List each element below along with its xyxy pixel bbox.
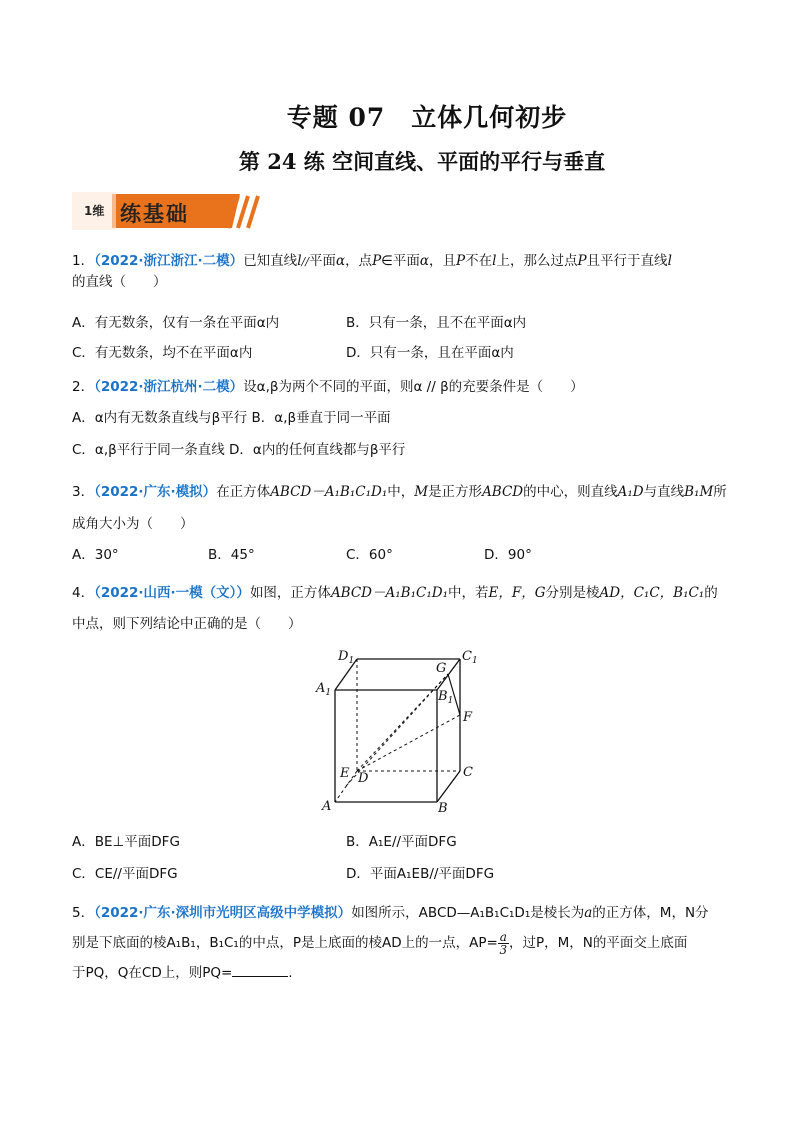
question-number: 5． xyxy=(72,905,95,921)
question-text: ，点 xyxy=(345,253,373,269)
question-text: 中点，则下列结论中正确的是（ ） xyxy=(72,616,302,632)
question-text: . xyxy=(288,965,293,981)
question-text: 中，若 xyxy=(447,585,489,601)
question-number: 4． xyxy=(72,585,95,601)
math-expression: a xyxy=(584,905,593,921)
label-G: G xyxy=(436,661,447,676)
question-5 xyxy=(72,898,732,988)
option-c[interactable]: C．60° xyxy=(346,547,393,563)
question-source: （2022·广东·模拟） xyxy=(94,484,217,500)
question-number: 1． xyxy=(72,253,95,269)
math-expression: ABCD－A₁B₁C₁D₁ xyxy=(330,585,448,601)
question-text: 分别是棱 xyxy=(545,585,600,601)
fraction-numerator: a xyxy=(499,929,507,944)
question-text: 如图所示，ABCD—A₁B₁C₁D₁是棱长为 xyxy=(351,905,585,921)
option-a[interactable]: A．有无数条，仅有一条在平面α内 xyxy=(72,315,280,331)
question-number: 2． xyxy=(72,379,95,395)
question-text: 如图，正方体 xyxy=(249,585,331,601)
question-text: 是正方形 xyxy=(428,484,483,500)
question-2 xyxy=(72,377,732,397)
option-c[interactable]: C．CE//平面DFG xyxy=(72,866,178,882)
option-c[interactable]: C．有无数条，均不在平面α内 xyxy=(72,345,253,361)
question-number: 3． xyxy=(72,484,95,500)
question-source: （2022·山西·一模（文）） xyxy=(94,585,250,601)
label-E: E xyxy=(340,766,350,781)
question-text: 的直线（ ） xyxy=(72,274,167,290)
question-text: 与直线 xyxy=(643,484,685,500)
label-D1: $D_1$ xyxy=(338,649,355,666)
question-text: 平面 xyxy=(392,253,420,269)
section-banner xyxy=(72,188,262,234)
page-title: 专题 07 立体几何初步 xyxy=(286,103,568,132)
question-4 xyxy=(72,578,732,640)
question-source: （2022·浙江杭州·二模） xyxy=(94,379,244,395)
option-d[interactable]: D．平面A₁EB//平面DFG xyxy=(346,866,495,882)
option-ab[interactable]: A．α内有无数条直线与β平行 B．α,β垂直于同一平面 xyxy=(72,410,391,426)
option-a[interactable]: A．BE⊥平面DFG xyxy=(72,834,180,850)
question-text: 别是下底面的棱A₁B₁，B₁C₁的中点，P是上底面的棱AD上的一点，AP= xyxy=(72,935,498,951)
question-text: ，且 xyxy=(429,253,457,269)
math-expression: B₁M xyxy=(684,484,714,500)
option-b[interactable]: B．A₁E//平面DFG xyxy=(346,834,457,850)
question-text: 所 xyxy=(713,484,727,500)
fraction xyxy=(498,931,509,956)
question-text: ，过P，M，N的平面交上底面 xyxy=(508,935,688,951)
question-source: （2022·浙江浙江·二模） xyxy=(94,253,244,269)
question-text: 平面 xyxy=(308,253,336,269)
option-b[interactable]: B．只有一条，且不在平面α内 xyxy=(346,315,527,331)
question-text: 已知直线 xyxy=(243,253,298,269)
option-cd[interactable]: C．α,β平行于同一条直线 D．α内的任何直线都与β平行 xyxy=(72,442,406,458)
question-3 xyxy=(72,476,732,540)
math-expression: ABCD xyxy=(482,484,524,500)
question-text: 在正方体 xyxy=(216,484,271,500)
question-text: 的中心，则直线 xyxy=(523,484,618,500)
math-expression: ABCD－A₁B₁C₁D₁ xyxy=(270,484,388,500)
math-expression: A₁D xyxy=(617,484,644,500)
math-expression: AD，C₁C，B₁C₁ xyxy=(599,585,705,601)
label-A1: $A_1$ xyxy=(316,681,332,698)
question-text: 成角大小为（ ） xyxy=(72,516,194,532)
question-1: 1．（2022·浙江浙江·二模）已知直线l//平面α，点P∈平面α，且P不在l上，那么过点P且平行于直线l 的直线（ ） xyxy=(72,253,672,290)
question-text: 中， xyxy=(387,484,415,500)
option-d[interactable]: D．只有一条，且在平面α内 xyxy=(346,345,514,361)
label-B1: $B_1$ xyxy=(438,689,454,706)
question-text: 设α,β为两个不同的平面，则α // β的充要条件是（ ） xyxy=(243,379,584,395)
label-B: B xyxy=(438,801,448,814)
question-text: 的正方体，M，N分 xyxy=(592,905,709,921)
banner-label: 练基础 xyxy=(120,202,189,226)
math-expression: M xyxy=(414,484,429,500)
label-C1: $C_1$ xyxy=(462,649,478,666)
fraction-denominator: 3 xyxy=(499,942,508,957)
question-source: （2022·广东·深圳市光明区高级中学模拟） xyxy=(94,905,352,921)
question-text: 上，那么过点 xyxy=(496,253,578,269)
label-F: F xyxy=(463,710,473,725)
question-text: 不在 xyxy=(465,253,493,269)
label-C: C xyxy=(463,765,473,780)
option-b[interactable]: B．45° xyxy=(208,547,255,563)
answer-blank[interactable] xyxy=(232,964,288,977)
page-subtitle: 第 24 练 空间直线、平面的平行与垂直 xyxy=(238,149,606,174)
option-a[interactable]: A．30° xyxy=(72,547,119,563)
question-text: 于PQ，Q在CD上，则PQ= xyxy=(72,965,233,981)
math-expression: E，F，G xyxy=(488,585,546,601)
banner-tag: 1维 xyxy=(84,204,105,218)
cube-figure xyxy=(310,644,490,814)
label-D: D xyxy=(358,771,369,786)
option-d[interactable]: D．90° xyxy=(484,547,532,563)
label-A: A xyxy=(322,799,332,814)
question-text: 的 xyxy=(704,585,718,601)
question-text: 且平行于直线 xyxy=(586,253,668,269)
